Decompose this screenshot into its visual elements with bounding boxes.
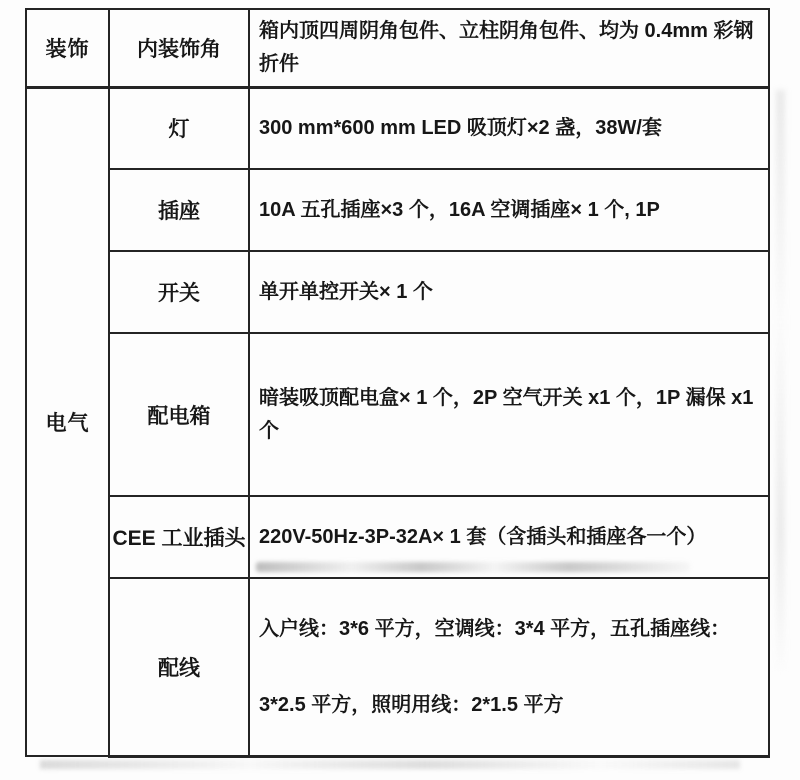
item-cell-lamp: 灯 (109, 87, 249, 169)
scan-smudge-artifact (40, 760, 740, 769)
spec-cell-cee-plug: 220V-50Hz-3P-32A× 1 套（含插头和插座各一个） (249, 496, 769, 578)
spec-table (25, 8, 770, 758)
item-cell-switch: 开关 (109, 251, 249, 333)
table-row (26, 333, 769, 496)
spec-cell-inner-trim: 箱内顶四周阴角包件、立柱阴角包件、均为 0.4mm 彩钢折件 (249, 9, 769, 87)
table-row (26, 169, 769, 251)
spec-cell-lamp: 300 mm*600 mm LED 吸顶灯×2 盏，38W/套 (249, 87, 769, 169)
scan-smudge-artifact (776, 90, 785, 670)
category-cell-electrical: 电气 (26, 87, 109, 756)
spec-cell-switch: 单开单控开关× 1 个 (249, 251, 769, 333)
category-cell-decoration: 装饰 (26, 9, 109, 87)
spec-cell-distribution-box: 暗装吸顶配电盒× 1 个，2P 空气开关 x1 个，1P 漏保 x1 个 (249, 333, 769, 496)
item-cell-distribution-box: 配电箱 (109, 333, 249, 496)
table-row (26, 496, 769, 578)
spec-cell-socket: 10A 五孔插座×3 个，16A 空调插座× 1 个, 1P (249, 169, 769, 251)
spec-cell-wiring: 入户线：3*6 平方，空调线：3*4 平方，五孔插座线：3*2.5 平方，照明用线：2*1.5 平方 (249, 578, 769, 756)
table-row (26, 578, 769, 756)
item-cell-inner-trim: 内装饰角 (109, 9, 249, 87)
table-row (26, 9, 769, 87)
item-cell-cee-plug: CEE 工业插头 (109, 496, 249, 578)
table-row (26, 251, 769, 333)
item-cell-wiring: 配线 (109, 578, 249, 756)
table-row (26, 87, 769, 169)
item-cell-socket: 插座 (109, 169, 249, 251)
